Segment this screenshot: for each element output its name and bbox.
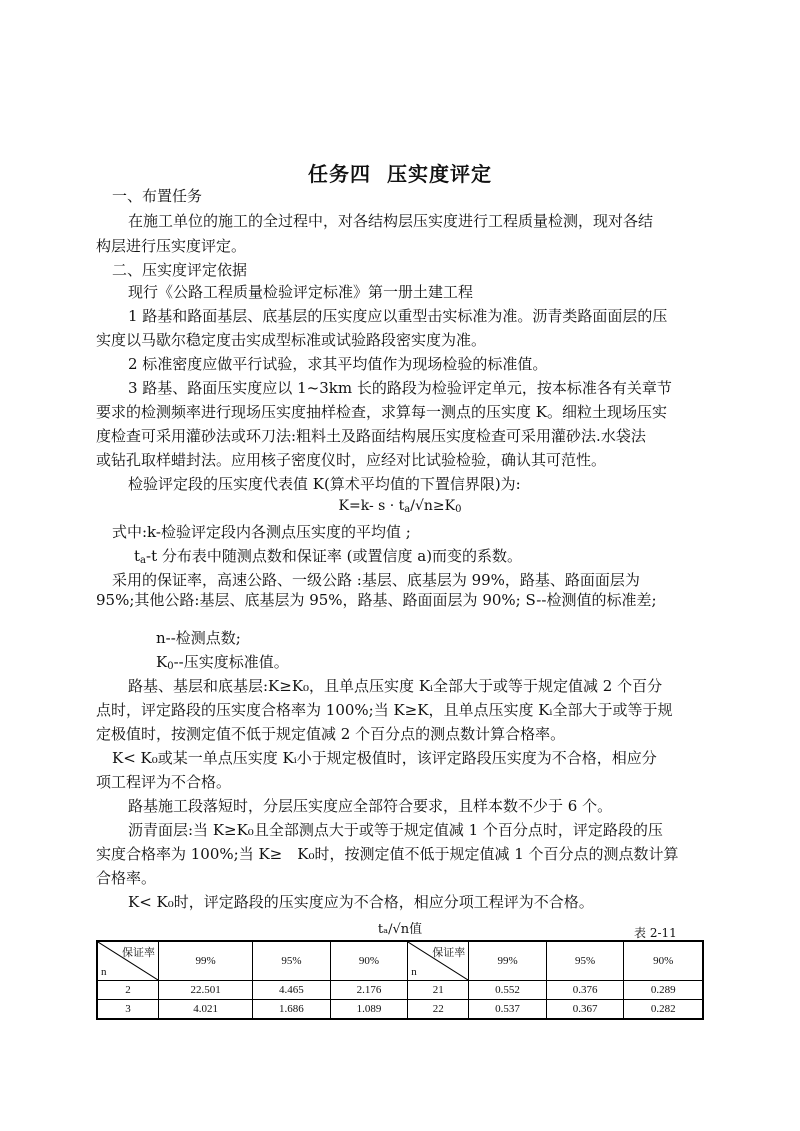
header-diagonal-cell: 保证率 n (408, 941, 469, 981)
rule-line: 或钻孔取样蜡封法。应用核子密度仪时，应经对比试验检验，确认其可范性。 (96, 451, 607, 469)
standard-reference: 现行《公路工程质量检验评定标准》第一册土建工程 (128, 283, 474, 301)
representative-value-line: 检验评定段的压实度代表值 K(算术平均值的下置信界限)为: (128, 475, 521, 493)
rule-line: 2 标准密度应做平行试验，求其平均值作为现场检验的标准值。 (128, 355, 548, 373)
table-row (97, 1000, 703, 1020)
table-row (97, 981, 703, 1000)
rule-line: 1 路基和路面基层、底基层的压实度应以重型击实标准为准。沥青类路面面层的压 (128, 307, 668, 325)
table-cell: 0.282 (624, 1000, 703, 1020)
page-title (0, 158, 800, 187)
table-cell: 0.552 (469, 981, 547, 1000)
criterion-line: 路基、基层和底基层:K≥K₀，且单点压实度 Kᵢ全部大于或等于规定值减 2 个百分 (128, 677, 663, 695)
criterion-line: 实度合格率为 100%;当 K≥ K₀时，按测定值不低于规定值减 1 个百分点的测点数计算 (96, 845, 679, 863)
table-caption (0, 918, 800, 937)
criterion-line: 点时，评定路段的压实度合格率为 100%;当 K≥K，且单点压实度 Kᵢ全部大于或等于规 (96, 701, 673, 719)
criterion-line: K< K₀或某一单点压实度 Kᵢ小于规定极值时，该评定路段压实度为不合格，相应分 (112, 749, 657, 767)
table-cell: 2.176 (330, 981, 408, 1000)
rule-line: 度检查可采用灌砂法或环刀法:粗料土及路面结构展压实度检查可采用灌砂法.水袋法 (96, 427, 646, 445)
rule-line: 实度以马歇尔稳定度击实成型标准或试验路段密实度为准。 (96, 331, 487, 349)
header-diagonal-cell: 保证率 n (97, 941, 159, 981)
title-topic: 压实度评定 (387, 162, 492, 186)
table-cell: 1.089 (330, 1000, 408, 1020)
criterion-line: 路基施工段落短时，分层压实度应全部符合要求，且样本数不少于 6 个。 (128, 797, 613, 815)
section-heading-1: 一、布置任务 (112, 187, 203, 205)
where-line: n--检测点数; (156, 629, 241, 647)
where-line: 95%;其他公路:基层、底基层为 95%，路基、路面面层为 90%; S--检测值的标准差; (96, 591, 657, 609)
compaction-formula: K=k- $s \cdot t_a/√n\ge K_0$ (338, 498, 462, 515)
column-header: 90% (624, 941, 703, 981)
caption-symbol: tₐ/√n (377, 922, 410, 937)
table-cell: 1.686 (253, 1000, 331, 1020)
table-cell: 21 (408, 981, 469, 1000)
t-distribution-table (96, 940, 704, 1020)
caption-text: 值 (409, 922, 423, 937)
table-cell: 0.376 (546, 981, 624, 1000)
table-header-row (97, 941, 703, 981)
paragraph-line: 构层进行压实度评定。 (96, 237, 247, 255)
criterion-line: 沥青面层:当 K≥K₀且全部测点大于或等于规定值减 1 个百分点时，评定路段的压 (128, 821, 663, 839)
table-cell: 4.465 (253, 981, 331, 1000)
column-header: 99% (469, 941, 547, 981)
where-line: $t_a-t$ 分布表中随测点数和保证率 (或置信度 a)而变的系数。 (134, 547, 523, 566)
where-line: 采用的保证率，高速公路、一级公路 :基层、底基层为 99%，路基、路面面层为 (112, 571, 640, 589)
column-header: 95% (253, 941, 331, 981)
rule-line: 3 路基、路面压实度应以 1~3km 长的路段为检验评定单元，按本标准各有关章节 (128, 379, 672, 397)
table-cell: 22 (408, 1000, 469, 1020)
table-cell: 4.021 (159, 1000, 253, 1020)
title-task: 任务四 (308, 162, 371, 186)
table-cell: 0.537 (469, 1000, 547, 1020)
column-header: 99% (159, 941, 253, 981)
criterion-line: 合格率。 (96, 869, 157, 887)
rule-line: 要求的检测频率进行现场压实度抽样检查，求算每一测点的压实度 K。细粒土现场压实 (96, 403, 667, 421)
criterion-line: 项工程评为不合格。 (96, 773, 232, 791)
table-cell: 22.501 (159, 981, 253, 1000)
paragraph-line: 在施工单位的施工的全过程中，对各结构层压实度进行工程质量检测，现对各结 (128, 212, 654, 230)
table-cell: 0.367 (546, 1000, 624, 1020)
column-header: 95% (546, 941, 624, 981)
table-cell: 3 (97, 1000, 159, 1020)
where-line: 式中:k-检验评定段内各测点压实度的平均值 ; (112, 523, 411, 541)
table-cell: 0.289 (624, 981, 703, 1000)
where-line: $K_0--$压实度标准值。 (156, 653, 289, 672)
column-header: 90% (330, 941, 408, 981)
criterion-line: K< K₀时，评定路段的压实度应为不合格，相应分项工程评为不合格。 (128, 893, 594, 911)
table-number: 表 2-11 (634, 926, 677, 940)
table-cell: 2 (97, 981, 159, 1000)
criterion-line: 定极值时，按测定值不低于规定值减 2 个百分点的测点数计算合格率。 (96, 725, 566, 743)
section-heading-2: 二、压实度评定依据 (112, 261, 248, 279)
